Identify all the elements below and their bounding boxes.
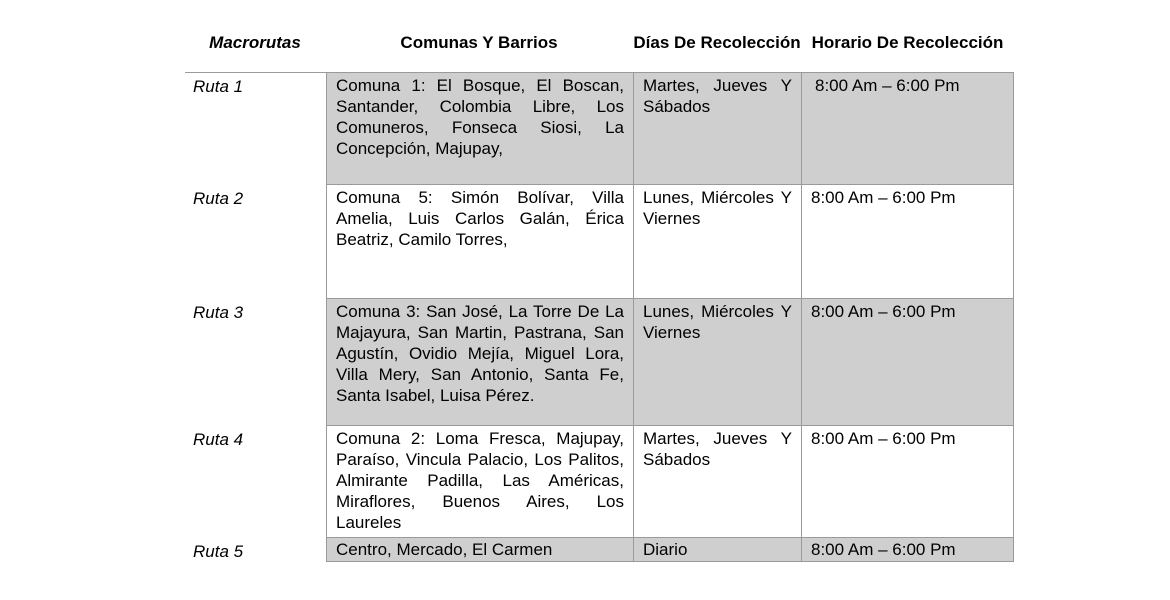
table-row xyxy=(185,185,1014,299)
route-label: Ruta 1 xyxy=(193,77,244,96)
header-dias-recoleccion: Días De Recolección xyxy=(633,33,801,52)
comunas-cell: Comuna 3: San José, La Torre De La Majayura, San Martin, Pastrana, San Agustín, Ovidio Mejía, Miguel Lora, Villa Mery, San Antonio, Santa Fe, Santa Isabel, Luisa Pérez. xyxy=(326,299,633,426)
horario-cell: 8:00 Am – 6:00 Pm xyxy=(801,185,1014,299)
header-horario-recoleccion: Horario De Recolección xyxy=(811,33,1004,52)
horario-cell: 8:00 Am – 6:00 Pm xyxy=(801,299,1014,426)
table-row xyxy=(185,426,1014,538)
header-macrorutas: Macrorutas xyxy=(209,33,301,52)
route-label: Ruta 4 xyxy=(193,430,244,449)
table-row xyxy=(185,538,1014,562)
horario-cell: 8:00 Am – 6:00 Pm xyxy=(801,426,1014,538)
route-label: Ruta 5 xyxy=(193,542,244,561)
comunas-cell: Comuna 2: Loma Fresca, Majupay, Paraíso, Vincula Palacio, Los Palitos, Almirante Padilla, Las Américas, Miraflores, Buenos Aires, Los Laureles xyxy=(326,426,633,538)
horario-cell: 8:00 Am – 6:00 Pm xyxy=(801,73,1014,185)
table-row xyxy=(185,299,1014,426)
dias-cell: Lunes, Miércoles Y Viernes xyxy=(633,299,801,426)
route-label: Ruta 2 xyxy=(193,189,244,208)
dias-cell: Martes, Jueves Y Sábados xyxy=(633,426,801,538)
route-label: Ruta 3 xyxy=(193,303,244,322)
header-comunas-barrios: Comunas Y Barrios xyxy=(400,33,558,52)
dias-cell: Lunes, Miércoles Y Viernes xyxy=(633,185,801,299)
table-row xyxy=(185,73,1014,185)
dias-cell: Martes, Jueves Y Sábados xyxy=(633,73,801,185)
dias-cell: Diario xyxy=(633,538,801,562)
horario-cell: 8:00 Am – 6:00 Pm xyxy=(801,538,1014,562)
comunas-cell: Comuna 5: Simón Bolívar, Villa Amelia, Luis Carlos Galán, Érica Beatriz, Camilo Torres, xyxy=(326,185,633,299)
comunas-cell: Comuna 1: El Bosque, El Boscan, Santander, Colombia Libre, Los Comuneros, Fonseca Siosi, La Concepción, Majupay, xyxy=(326,73,633,185)
comunas-cell: Centro, Mercado, El Carmen xyxy=(326,538,633,562)
